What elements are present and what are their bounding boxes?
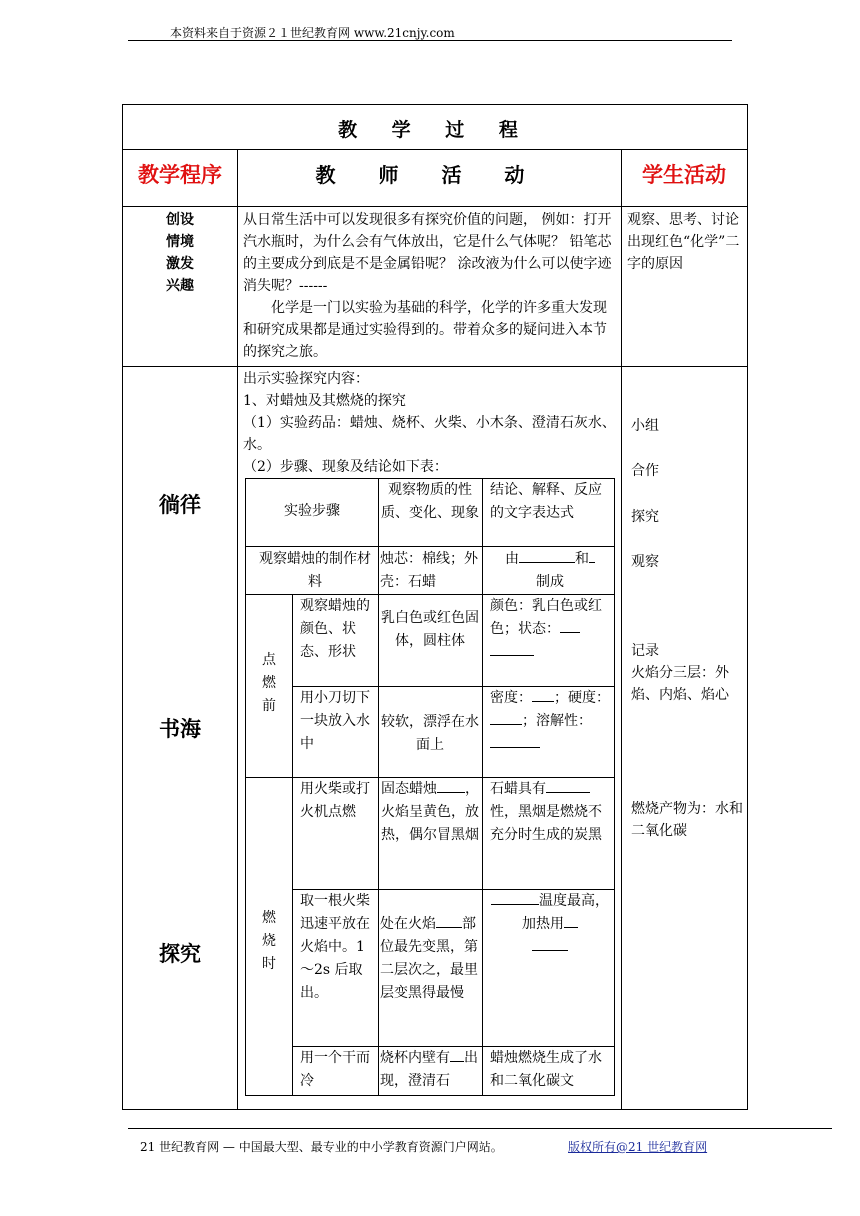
text: 性，黑烟是燃烧不充分时生成的炭黑 xyxy=(490,804,602,843)
text: 处在火焰 xyxy=(380,916,436,932)
text: 颜色：乳白色或红色；状态： xyxy=(490,598,602,637)
text: 石蜡具有 xyxy=(490,781,546,797)
row1-teacher-p1: 从日常生活中可以发现很多有探究价值的问题， 例如：打开汽水瓶时，为什么会有气体放出，它是什么气体呢？ 铅笔芯的主要成分到底是不是金属铅呢？ 涂改液为什么可以使字迹消失呢？------ xyxy=(243,212,612,294)
row2-student-s7: 燃烧产物为：水和二氧化碳 xyxy=(631,801,743,839)
row2-student-s6: 火焰分三层：外焰、内焰、焰心 xyxy=(631,665,729,703)
row2-label-2: 书海 xyxy=(159,717,201,741)
exp-r3-conclusion xyxy=(490,687,610,756)
row2-student-s4: 观察 xyxy=(631,554,659,570)
row2-label-3: 探究 xyxy=(159,942,201,966)
header-teacher: 教 师 活 动 xyxy=(315,163,543,187)
blank xyxy=(546,778,590,793)
exp-r4-step: 用火柴或打火机点燃 xyxy=(300,781,370,820)
divider xyxy=(123,149,747,150)
exp-r1-conclusion xyxy=(490,548,610,594)
intro-line: 出示实验探究内容： xyxy=(243,371,369,387)
row1-label xyxy=(123,209,237,297)
row2-student-s1: 小组 xyxy=(631,418,659,434)
exp-header-steps: 实验步骤 xyxy=(284,503,340,519)
blank xyxy=(532,687,554,702)
inner-divider xyxy=(482,479,483,1096)
blank xyxy=(589,548,595,563)
inner-divider xyxy=(378,479,379,546)
exp-header-observation: 观察物质的性质、变化、现象 xyxy=(381,482,479,521)
text: 由 xyxy=(505,551,519,567)
exp-before-label: 点燃前 xyxy=(262,652,276,714)
header-student: 学生活动 xyxy=(642,163,726,187)
row1-label-line: 创设 xyxy=(166,212,194,228)
inner-divider xyxy=(378,594,379,1096)
inner-divider xyxy=(378,546,379,594)
text: 和 xyxy=(575,551,589,567)
row1-label-line: 兴趣 xyxy=(166,278,194,294)
exp-r5-observation xyxy=(380,913,480,1005)
exp-r4-observation xyxy=(380,778,480,847)
text: 烧杯内壁有 xyxy=(380,1050,450,1066)
blank xyxy=(519,548,575,563)
exp-r4-conclusion xyxy=(490,778,610,847)
exp-r2-observation: 乳白色或红色固体，圆柱体 xyxy=(381,610,479,649)
exp-r1-step: 观察蜡烛的制作材料 xyxy=(259,551,371,590)
blank xyxy=(437,778,465,793)
text: 温度最高，加热用 xyxy=(522,893,609,932)
blank xyxy=(560,618,580,633)
text: 出现，澄清石 xyxy=(380,1050,478,1089)
exp-header-conclusion: 结论、解释、反应的文字表达式 xyxy=(490,482,602,521)
footer-text: 21 世纪教育网 — 中国最大型、最专业的中小学教育资源门户网站。 xyxy=(140,1140,503,1154)
header-source-text: 本资料来自于资源２１世纪教育网 www.21cnjy.com xyxy=(170,26,455,40)
exp-r6-step: 用一个干而冷 xyxy=(300,1050,370,1089)
row2-intro xyxy=(243,368,617,478)
blank xyxy=(436,913,462,928)
header-divider xyxy=(128,40,732,41)
col-divider-2 xyxy=(621,149,622,1109)
intro-line: 1、对蜡烛及其燃烧的探究 xyxy=(243,393,406,409)
exp-r3-observation: 较软，漂浮在水面上 xyxy=(381,714,479,753)
footer-copyright-link[interactable]: 版权所有@21 世纪教育网 xyxy=(568,1140,708,1154)
exp-r2-step: 观察蜡烛的颜色、状态、形状 xyxy=(300,598,370,660)
text: 密度： xyxy=(490,690,532,706)
table-title: 教 学 过 程 xyxy=(338,119,532,141)
lesson-table xyxy=(122,104,748,1110)
row1-label-line: 情境 xyxy=(166,234,194,250)
text: ，火焰呈黄色，放热，偶尔冒黑烟 xyxy=(381,781,479,843)
experiment-table xyxy=(245,478,615,1096)
row1-label-line: 激发 xyxy=(166,256,194,272)
text: ；溶解性： xyxy=(522,713,592,729)
inner-divider xyxy=(292,594,293,1096)
row2-student-s3: 探究 xyxy=(631,509,659,525)
blank xyxy=(532,936,568,951)
blank xyxy=(450,1047,464,1062)
intro-line: （2）步骤、现象及结论如下表： xyxy=(243,459,448,475)
col-divider-1 xyxy=(237,149,238,1109)
row1-teacher-p2: 化学是一门以实验为基础的科学，化学的许多重大发现和研究成果都是通过实验得到的。带着众多的疑问进入本节的探究之旅。 xyxy=(243,300,607,360)
footer-divider xyxy=(128,1128,832,1129)
exp-r2-conclusion xyxy=(490,595,610,664)
text: ；硬度： xyxy=(554,690,610,706)
exp-r6-observation xyxy=(380,1047,480,1093)
divider xyxy=(123,206,747,207)
blank xyxy=(491,890,539,905)
blank xyxy=(564,913,578,928)
row1-teacher xyxy=(243,209,617,363)
inner-divider xyxy=(246,546,614,547)
intro-line: （1）实验药品：蜡烛、烧杯、火柴、小木条、澄清石灰水、水。 xyxy=(243,415,616,453)
text: 固态蜡烛 xyxy=(381,781,437,797)
row2-label-1: 徜徉 xyxy=(159,493,201,517)
exp-r5-conclusion xyxy=(490,890,610,959)
exp-r3-step: 用小刀切下一块放入水中 xyxy=(300,690,370,752)
divider xyxy=(123,366,747,367)
blank xyxy=(490,733,540,748)
row1-student: 观察、思考、讨论出现红色“化学”二字的原因 xyxy=(627,212,740,272)
header-procedure: 教学程序 xyxy=(138,163,222,187)
exp-r1-observation: 烛芯：棉线；外壳：石蜡 xyxy=(380,551,478,590)
row2-student-s5: 记录 xyxy=(631,643,659,659)
blank xyxy=(490,710,522,725)
text: 制成 xyxy=(536,574,564,590)
blank xyxy=(490,641,534,656)
text: 部位最先变黑，第二层次之，最里层变黑得最慢 xyxy=(380,916,478,1001)
exp-r5-step: 取一根火柴迅速平放在火焰中。1～2s 后取出。 xyxy=(300,893,370,1001)
exp-during-label: 燃烧时 xyxy=(262,910,276,972)
exp-r6-conclusion: 蜡烛燃烧生成了水和二氧化碳文 xyxy=(490,1050,602,1089)
row2-student-s2: 合作 xyxy=(631,463,659,479)
